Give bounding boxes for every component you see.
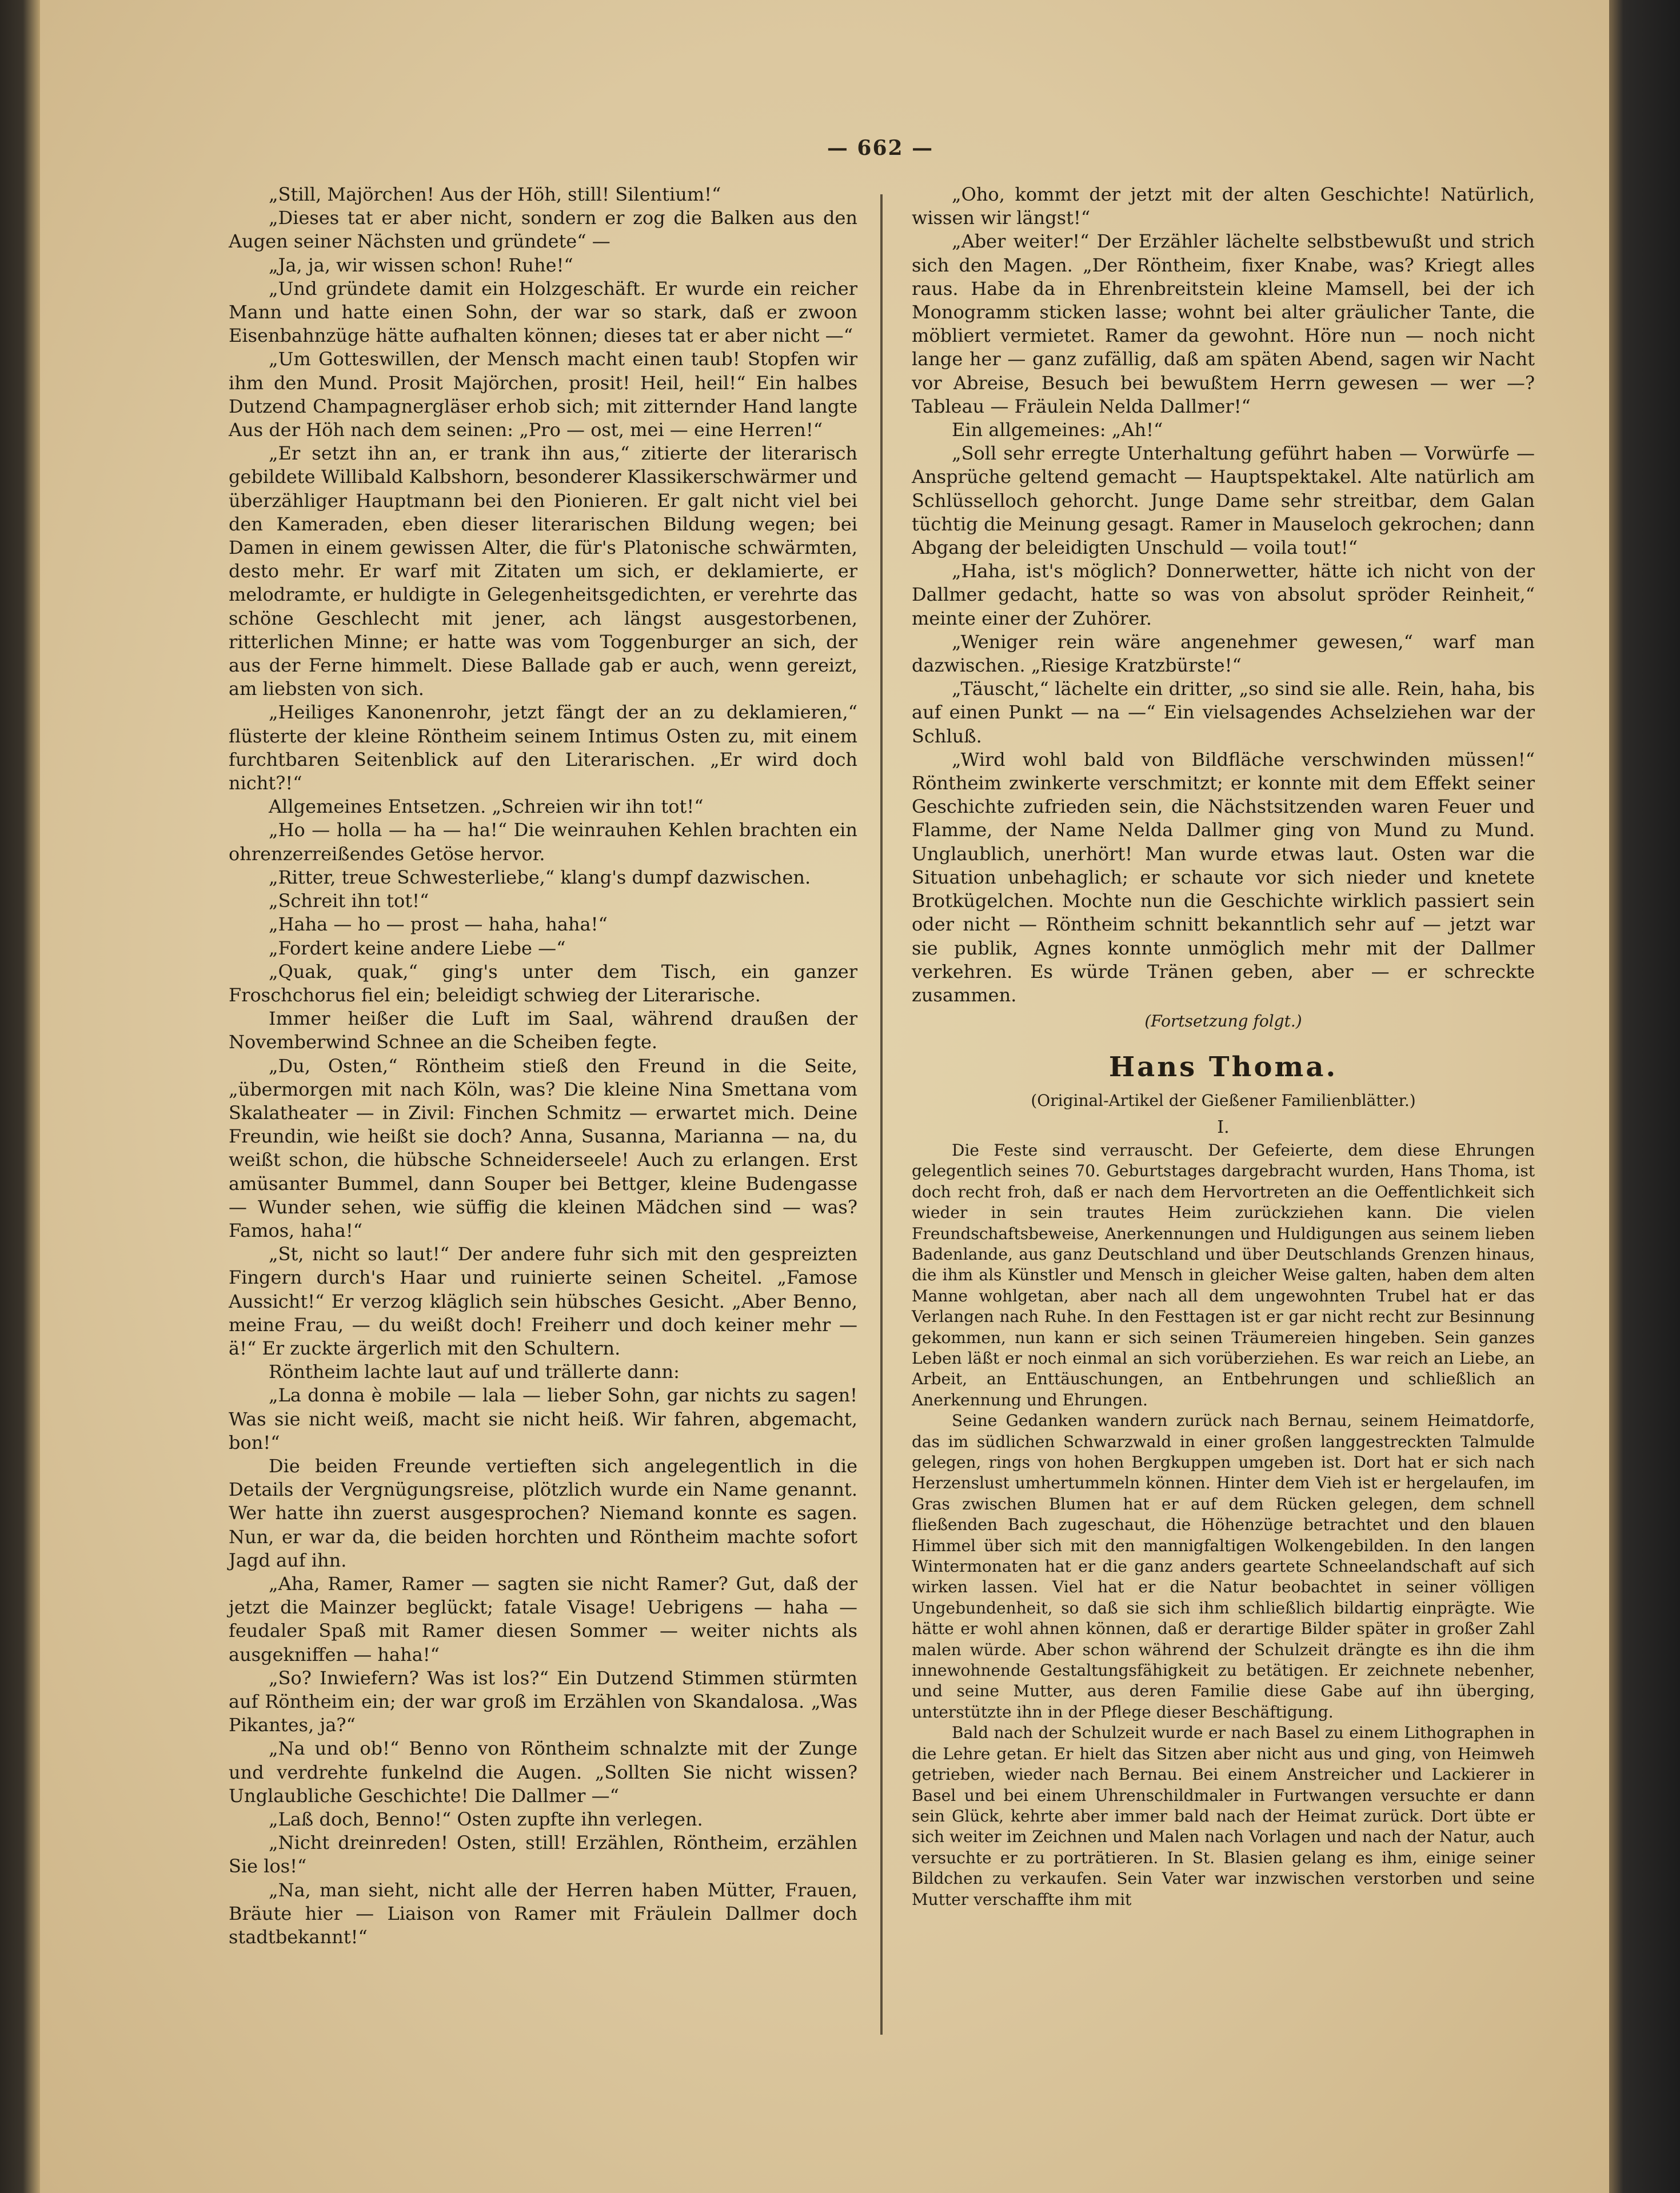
left-paragraph: „Haha — ho — prost — haha, haha!“ — [269, 913, 608, 936]
left-paragraph: „Du, Osten,“ Röntheim stieß den Freund in die Seite, „übermorgen mit nach Köln, was? Die kleine Nina Smettana vom Skalatheater — in Zivil: Finchen Schmitz — erwartet mich. Deine Freundin, wie heißt sie doch? Anna, Susanna, Marianna — na, du weißt schon, die hübsche Schneiderseele! Auch zu erlangen. Erst amüsanter Bummel, dann Souper bei Bettger, kleine Budengasse — Wunder sehen, wie süffig die kleinen Mädchen sind — was? Famos, haha!“ — [229, 1054, 857, 1241]
right-paragraph: „Täuscht,“ lächelte ein dritter, „so sind sie alle. Rein, haha, bis auf einen Punkt — na —“ Ein vielsagendes Achselziehen war der Schluß. — [912, 678, 1535, 747]
left-paragraph: Allgemeines Entsetzen. „Schreien wir ihn tot!“ — [269, 796, 704, 818]
article-subtitle: (Original-Artikel der Gießener Familienblätter.) — [1031, 1090, 1416, 1110]
right-paragraph: „Haha, ist's möglich? Donnerwetter, hätte ich nicht von der Dallmer gedacht, hatte so was von absolut spröder Reinheit,“ meinte einer der Zuhörer. — [912, 560, 1535, 629]
left-paragraph: „Dieses tat er aber nicht, sondern er zog die Balken aus den Augen seiner Nächsten und gründete“ — — [229, 207, 857, 253]
left-paragraph: „Aha, Ramer, Ramer — sagten sie nicht Ramer? Gut, daß der jetzt die Mainzer beglückt; fatale Visage! Uebrigens — haha — feudaler Spaß mit Ramer diesen Sommer — weiter nichts als ausgekniffen — haha!“ — [229, 1572, 857, 1665]
left-paragraph: „So? Inwiefern? Was ist los?“ Ein Dutzend Stimmen stürmten auf Röntheim ein; der war groß im Erzählen von Skandalosa. „Was Pikantes, ja?“ — [229, 1667, 857, 1736]
article-paragraph: Seine Gedanken wandern zurück nach Bernau, seinem Heimatdorfe, das im südlichen Schwarzwald in einer großen langgestreckten Talmulde gelegen, rings von hohen Bergkuppen umgeben ist. Dort hat er sich nach Herzenslust umhertummeln können. Hinter dem Vieh ist er hergelaufen, im Gras zwischen Blumen hat er auf dem Rücken gelegen, dem schnell fließenden Bach zugeschaut, die Höhenzüge betrachtet und den blauen Himmel über sich mit den mannigfaltigen Wolkengebilden. In den langen Wintermonaten hat er die ganz anders geartete Schneelandschaft auf sich wirken lassen. Viel hat er die Natur beobachtet in seiner völligen Ungebundenheit, so daß sie sich ihm schließlich bildartig einprägte. Wie hätte er wohl ahnen können, daß er derartige Bilder später in großer Zahl malen würde. Aber schon während der Schulzeit drängte es ihn die ihm innewohnende Gestaltungsfähigkeit zu betätigen. Er zeichnete nebenher, und seine Mutter, aus deren Familie diese Gabe auf ihn überging, unterstützte ihn in der Pflege dieser Beschäftigung. — [912, 1411, 1535, 1721]
left-paragraph: „Ja, ja, wir wissen schon! Ruhe!“ — [269, 254, 573, 276]
right-paragraph: „Wird wohl bald von Bildfläche verschwinden müssen!“ Röntheim zwinkerte verschmitzt; er konnte mit dem Effekt seiner Geschichte zufrieden sein, die Nächstsitzenden waren Feuer und Flamme, der Name Nelda Dallmer ging von Mund zu Mund. Unglaublich, unerhört! Man wurde etwas laut. Osten war die Situation unbehaglich; er schaute vor sich nieder und knetete Brotkügelchen. Mochte nun die Geschichte wirklich passiert sein oder nicht — Röntheim schnitt bekanntlich sehr auf — jetzt war sie publik, Agnes konnte unmöglich mehr mit der Dallmer verkehren. Es würde Tränen geben, aber — er schreckte zusammen. — [912, 748, 1535, 1006]
left-paragraph: „Und gründete damit ein Holzgeschäft. Er wurde ein reicher Mann und hatte einen Sohn, der war so stark, daß er zwoon Eisenbahnzüge hätte aufhalten können; dieses tat er aber nicht —“ — [229, 277, 857, 347]
continuation-note: (Fortsetzung folgt.) — [1144, 1012, 1302, 1031]
article-paragraph: Die Feste sind verrauscht. Der Gefeierte, dem diese Ehrungen gelegentlich seines 70. Geburtstages dargebracht wurden, Hans Thoma, ist doch recht froh, daß er nach dem Hervortreten an die Oeffentlichkeit sich wieder in sein trautes Heim zurückziehen kann. Die vielen Freundschaftsbeweise, Anerkennungen und Huldigungen aus seinem lieben Badenlande, aus ganz Deutschland und über Deutschlands Grenzen hinaus, die ihm als Künstler und Mensch in gleicher Weise galten, haben dem alten Manne wohlgetan, aber nach all dem ungewohnten Trubel hat er das Verlangen nach Ruhe. In den Festtagen ist er gar nicht recht zur Besinnung gekommen, nun kann er sich seinen Träumereien hingeben. Sein ganzes Leben läßt er noch einmal an sich vorüberziehen. Es war reich an Liebe, an Arbeit, an Enttäuschungen, an Entbehrungen und schließlich an Anerkennung und Ehrungen. — [912, 1140, 1535, 1409]
left-paragraph: Immer heißer die Luft im Saal, während draußen der Novemberwind Schnee an die Scheiben fegte. — [229, 1008, 857, 1053]
left-paragraph: „La donna è mobile — lala — lieber Sohn, gar nichts zu sagen! Was sie nicht weiß, macht sie nicht heiß. Wir fahren, abgemacht, bon!“ — [229, 1384, 857, 1453]
left-paragraph: „Um Gotteswillen, der Mensch macht einen taub! Stopfen wir ihm den Mund. Prosit Majörchen, prosit! Heil, heil!“ Ein halbes Dutzend Champagnergläser erhob sich; mit zitternder Hand langte Aus der Höh nach dem seinen: „Pro — ost, mei — eine Herren!“ — [229, 348, 857, 441]
page-number: — 662 — — [827, 136, 934, 160]
left-paragraph: „Nicht dreinreden! Osten, still! Erzählen, Röntheim, erzählen Sie los!“ — [229, 1832, 857, 1878]
column-divider — [880, 194, 883, 2035]
newspaper-page — [40, 0, 1609, 2193]
left-paragraph: „Na, man sieht, nicht alle der Herren haben Mütter, Frauen, Bräute hier — Liaison von Ramer mit Fräulein Dallmer doch stadtbekannt!“ — [229, 1879, 857, 1948]
right-paragraph: „Weniger rein wäre angenehmer gewesen,“ warf man dazwischen. „Riesige Kratzbürste!“ — [912, 630, 1535, 677]
left-paragraph: „Na und ob!“ Benno von Röntheim schnalzte mit der Zunge und verdrehte funkelnd die Augen. „Sollten Sie nicht wissen? Unglaubliche Geschichte! Die Dallmer —“ — [229, 1737, 857, 1807]
left-paragraph: Die beiden Freunde vertieften sich angelegentlich in die Details der Vergnügungsreise, plötzlich wurde ein Name genannt. Wer hatte ihn zuerst ausgesprochen? Niemand konnte es sagen. Nun, er war da, die beiden horchten und Röntheim machte sofort Jagd auf ihn. — [229, 1455, 857, 1571]
right-paragraph: „Aber weiter!“ Der Erzähler lächelte selbstbewußt und strich sich den Magen. „Der Röntheim, fixer Knabe, was? Kriegt alles raus. Habe da in Ehrenbreitstein kleine Mamsell, bei der ich Monogramm sticken lasse; wohnt bei alter gräulicher Tante, die möbliert vermietet. Ramer da gewohnt. Höre nun — noch nicht lange her — ganz zufällig, daß am späten Abend, sagen wir Nacht vor Abreise, Besuch bei bewußtem Herrn gewesen — wer —? Tableau — Fräulein Nelda Dallmer!“ — [912, 230, 1535, 417]
article-paragraph: Bald nach der Schulzeit wurde er nach Basel zu einem Lithographen in die Lehre getan. Er hielt das Sitzen aber nicht aus und ging, von Heimweh getrieben, wieder nach Bernau. Bei einem Anstreicher und Lackierer in Basel und bei einem Uhrenschildmaler in Furtwangen versuchte er dann sein Glück, kehrte aber immer bald nach der Heimat zurück. Dort übte er sich weiter im Zeichnen und Malen nach Vorlagen und nach der Natur, auch versuchte er zu porträtieren. In St. Blasien gelang es ihm, einige seiner Bildchen zu verkaufen. Sein Vater war inzwischen verstorben und seine Mutter verschaffte ihm mit — [912, 1723, 1535, 1909]
left-paragraph: „Ho — holla — ha — ha!“ Die weinrauhen Kehlen brachten ein ohrenzerreißendes Getöse hervor. — [229, 819, 857, 865]
left-paragraph: „St, nicht so laut!“ Der andere fuhr sich mit den gespreizten Fingern durch's Haar und ruinierte seinen Scheitel. „Famose Aussicht!“ Er verzog kläglich sein hübsches Gesicht. „Aber Benno, meine Frau, — du weißt doch! Freiherr und doch keiner mehr — ä!“ Er zuckte ärgerlich mit den Schultern. — [229, 1243, 857, 1359]
left-paragraph: „Still, Majörchen! Aus der Höh, still! Silentium!“ — [269, 183, 721, 205]
left-paragraph: „Heiliges Kanonenrohr, jetzt fängt der an zu deklamieren,“ flüsterte der kleine Röntheim seinem Intimus Osten zu, mit einem furchtbaren Seitenblick auf den Literarischen. „Er wird doch nicht?!“ — [229, 701, 857, 794]
right-paragraph: „Oho, kommt der jetzt mit der alten Geschichte! Natürlich, wissen wir längst!“ — [912, 183, 1535, 229]
left-paragraph: „Er setzt ihn an, er trank ihn aus,“ zitierte der literarisch gebildete Willibald Kalbshorn, besonderer Klassikerschwärmer und überzähliger Hauptmann bei den Pionieren. Er galt nicht viel bei den Kameraden, eben dieser literarischen Bildung wegen; bei Damen in einem gewissen Alter, die für's Platonische schwärmten, desto mehr. Er warf mit Zitaten um sich, er deklamierte, er melodramte, er huldigte in Gelegenheitsgedichten, er verehrte das schöne Geschlecht mit jener, ach längst ausgestorbenen, ritterlichen Minne; er hatte was vom Toggenburger an sich, der aus der Ferne himmelt. Diese Ballade gab er auch, wenn gereizt, am liebsten von sich. — [229, 442, 857, 700]
left-paragraph: „Quak, quak,“ ging's unter dem Tisch, ein ganzer Froschchorus fiel ein; beleidigt schwieg der Literarische. — [229, 960, 857, 1006]
right-column — [912, 183, 1535, 1910]
left-paragraph: „Ritter, treue Schwesterliebe,“ klang's dumpf dazwischen. — [269, 866, 811, 888]
section-number: I. — [1217, 1117, 1230, 1137]
left-paragraph: „Laß doch, Benno!“ Osten zupfte ihn verlegen. — [269, 1808, 703, 1831]
left-paragraph: „Schreit ihn tot!“ — [269, 890, 429, 912]
left-paragraph: Röntheim lachte laut auf und trällerte dann: — [269, 1361, 680, 1383]
article-title: Hans Thoma. — [1108, 1051, 1338, 1084]
right-paragraph: „Soll sehr erregte Unterhaltung geführt haben — Vorwürfe — Ansprüche geltend gemacht — Hauptspektakel. Alte natürlich am Schlüsselloch gehorcht. Junge Dame sehr streitbar, dem Galan tüchtig die Meinung gesagt. Ramer in Mauseloch gekrochen; dann Abgang der beleidigten Unschuld — voila tout!“ — [912, 442, 1535, 559]
right-paragraph: Ein allgemeines: „Ah!“ — [952, 419, 1163, 441]
left-paragraph: „Fordert keine andere Liebe —“ — [269, 937, 566, 959]
left-column — [229, 183, 857, 1949]
